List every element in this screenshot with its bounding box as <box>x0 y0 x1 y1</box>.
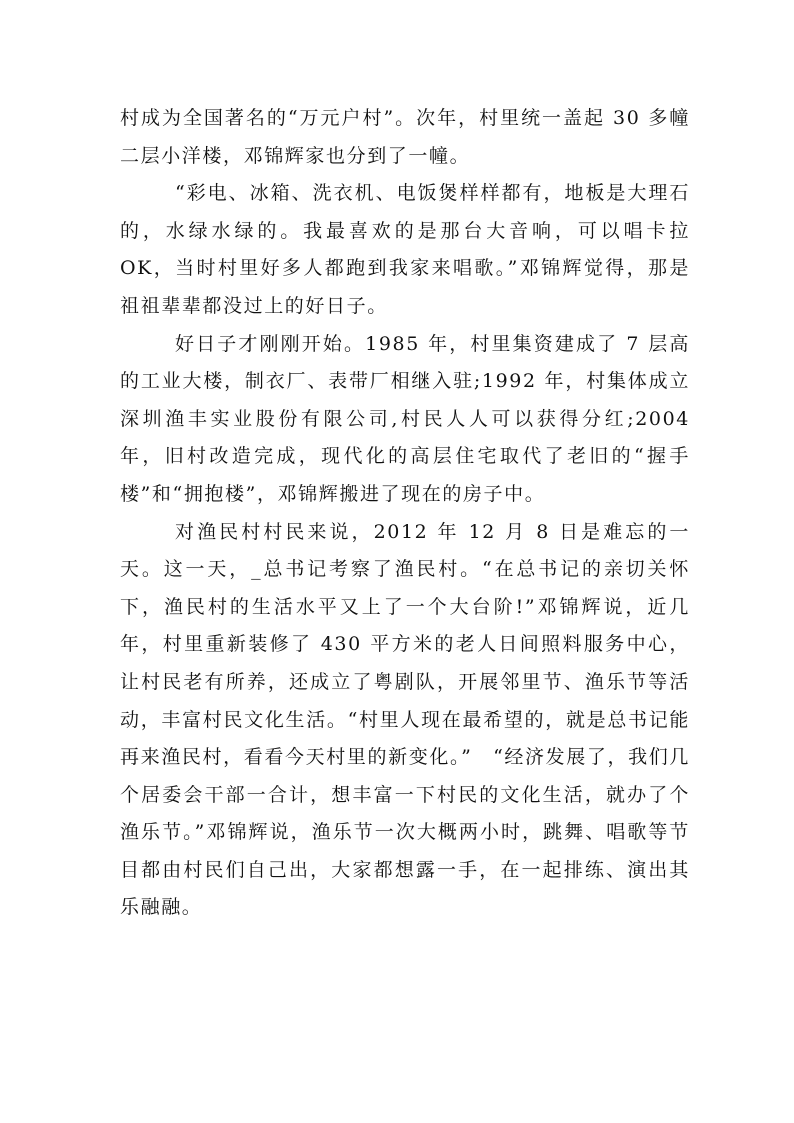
paragraph-3: 好日子才刚刚开始。1985 年，村里集资建成了 7 层高的工业大楼，制衣厂、表带厂相继入驻;1992 年，村集体成立深圳渔丰实业股份有限公司,村民人人可以获得分红;2004 年，旧村改造完成，现代化的高层住宅取代了老旧的“握手楼”和“拥抱楼”，邓锦辉搬进了现在的房子中。 <box>120 332 690 505</box>
paragraph-2: “彩电、冰箱、洗衣机、电饭煲样样都有，地板是大理石的，水绿水绿的。我最喜欢的是那台大音响，可以唱卡拉 OK，当时村里好多人都跑到我家来唱歌。”邓锦辉觉得，那是祖祖辈辈都没过上的好日子。 <box>120 182 690 317</box>
paragraph-4: 对渔民村村民来说，2012 年 12 月 8 日是难忘的一天。这一天，_总书记考察了渔民村。“在总书记的亲切关怀下，渔民村的生活水平又上了一个大台阶!”邓锦辉说，近几年，村里重新装修了 430 平方米的老人日间照料服务中心，让村民老有所养，还成立了粤剧队，开展邻里节、渔乐节等活动，丰富村民文化生活。“村里人现在最希望的，就是总书记能再来渔民村，看看今天村里的新变化。” “经济发展了，我们几个居委会干部一合计，想丰富一下村民的文化生活，就办了个渔乐节。”邓锦辉说，渔乐节一次大概两小时，跳舞、唱歌等节目都由村民们自己出，大家都想露一手，在一起排练、演出其乐融融。 <box>120 520 690 919</box>
article-body <box>120 100 690 927</box>
paragraph-1: 村成为全国著名的“万元户村”。次年，村里统一盖起 30 多幢二层小洋楼，邓锦辉家也分到了一幢。 <box>120 107 690 167</box>
